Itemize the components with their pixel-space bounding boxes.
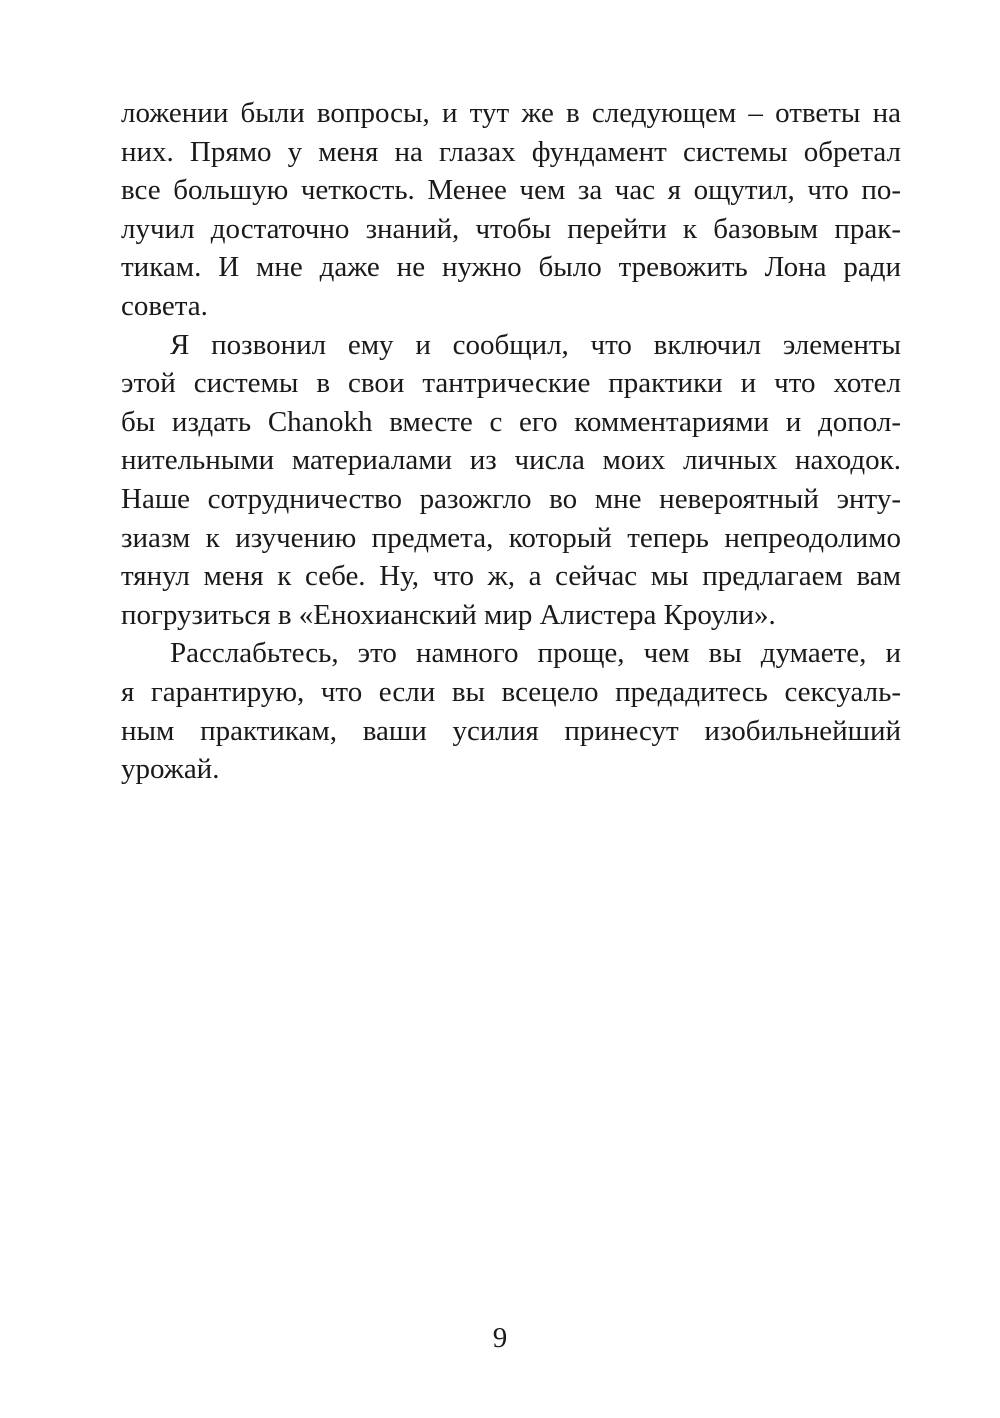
text-line: урожай. [121, 753, 220, 786]
text-line: лучил достаточно знаний, чтобы перейти к базовым прак- [121, 212, 901, 245]
text-line: ложении были вопросы, и тут же в следующем – ответы на [121, 97, 901, 129]
text-line: бы издать Chanokh вместе с его комментариями и допол- [121, 405, 901, 438]
text-line: Расслабьтесь, это намного проще, чем вы думаете, и [170, 637, 901, 670]
paragraph-1 [121, 94, 901, 326]
page-body [121, 94, 901, 789]
text-line: этой системы в свои тантрические практики и что хотел [121, 367, 901, 400]
text-line: зиазм к изучению предмета, который теперь непреодолимо [121, 521, 901, 554]
text-line: них. Прямо у меня на глазах фундамент системы обретал [121, 135, 901, 168]
paragraph-3 [121, 634, 901, 788]
text-line: я гарантирую, что если вы всецело предадитесь сексуаль- [121, 675, 901, 708]
paragraph-2 [121, 326, 901, 635]
text-line: все большую четкость. Менее чем за час я ощутил, что по- [121, 174, 901, 207]
text-line: тянул меня к себе. Ну, что ж, а сейчас мы предлагаем вам [121, 560, 901, 593]
page-number: 9 [492, 1322, 508, 1354]
text-line: Наше сотрудничество разожгло во мне невероятный энту- [121, 482, 901, 515]
text-line: нительными материалами из числа моих личных находок. [121, 444, 901, 477]
text-line: ным практикам, ваши усилия принесут изобильнейший [121, 714, 901, 747]
text-line: Я позвонил ему и сообщил, что включил элементы [170, 328, 901, 361]
text-line: совета. [121, 289, 208, 322]
text-line: погрузиться в «Енохианский мир Алистера Кроули». [121, 598, 776, 631]
text-line: тикам. И мне даже не нужно было тревожить Лона ради [121, 251, 901, 284]
